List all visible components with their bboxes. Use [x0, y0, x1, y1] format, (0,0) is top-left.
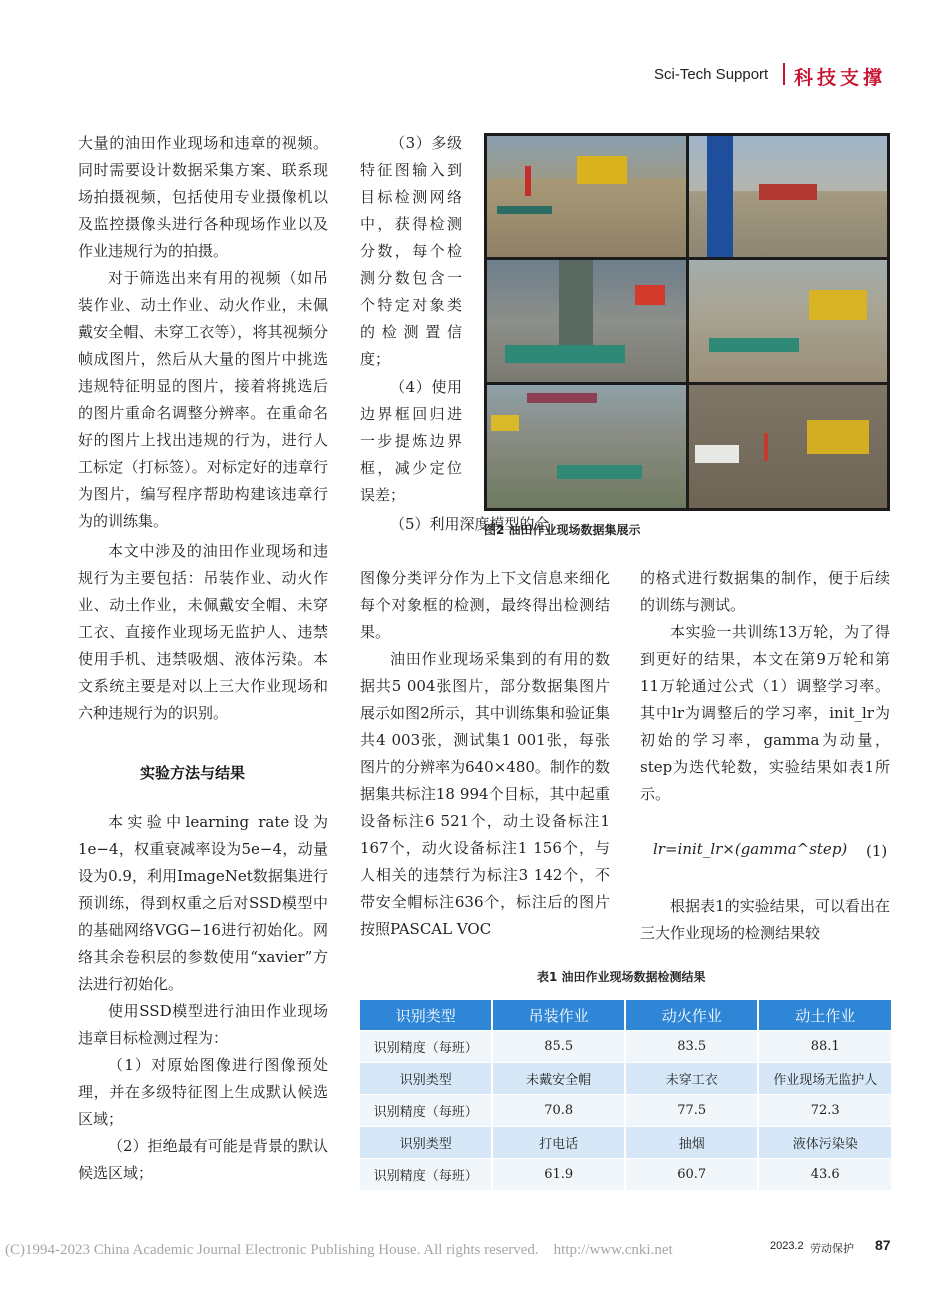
header-separator: [783, 63, 785, 85]
header-chinese-title: 科技支撑: [794, 67, 887, 89]
table-cell: 识别类型: [360, 1127, 492, 1159]
col1-paragraph-2: 对于筛选出来有用的视频（如吊装作业、动土作业、动火作业，未佩戴安全帽、未穿工衣等），将其视频分帧成图片，然后从大量的图片中挑选违规特征明显的图片，接着将挑选后的图片重命名调整分辨率。在重命名好的图片上找出违规的行为，进行人工标定（打标签）。对标定好的违章行为图片，编写程序帮助构建该违章行为的训练集。: [78, 269, 328, 530]
table-cell: 72.3: [758, 1095, 891, 1127]
table-cell: 77.5: [625, 1095, 759, 1127]
footer-page-number: 87: [875, 1237, 891, 1253]
col2-paragraph-continued: 图像分类评分作为上下文信息来细化每个对象框的检测，最终得出检测结果。: [360, 569, 610, 641]
table-1-caption: 表1 油田作业现场数据检测结果: [537, 970, 706, 984]
table-1: [360, 1000, 891, 1191]
col3-paragraph-3: 根据表1的实验结果，可以看出在三大作业现场的检测结果较: [640, 897, 890, 942]
table-cell: 88.1: [758, 1031, 891, 1063]
copyright-watermark: (C)1994-2023 China Academic Journal Electronic Publishing House. All rights reserved. http://www.cnki.net: [5, 1242, 673, 1258]
table-cell: 未戴安全帽: [492, 1063, 625, 1095]
table-cell: 60.7: [625, 1159, 759, 1191]
table-cell: 作业现场无监护人: [758, 1063, 891, 1095]
table-cell: 识别精度（每班）: [360, 1031, 492, 1063]
table-row: [360, 1159, 891, 1191]
photo-excavator-wellhead: [487, 136, 686, 257]
table-cell: 抽烟: [625, 1127, 759, 1159]
col1-step-2: （2）拒绝最有可能是背景的默认候选区域；: [78, 1137, 328, 1182]
table-cell: 识别精度（每班）: [360, 1095, 492, 1127]
col2-paragraph-dataset: 油田作业现场采集到的有用的数据共5 004张图片，部分数据集图片展示如图2所示，其中训练集和验证集共4 003张，测试集1 001张，每张图片的分辨率为640×480。制作的数据集共标注18 994个目标，其中起重设备标注6 521个，动土设备标注1 167个，动火设备标注1 156个，与人相关的违禁行为标注3 142个，不带安全帽标注636个，标注后的图片按照PASCAL VOC: [360, 650, 610, 938]
table-row: [360, 1000, 891, 1031]
header-english-title: Sci-Tech Support: [654, 66, 769, 83]
table-cell: 83.5: [625, 1031, 759, 1063]
col3-paragraph-2: 本实验一共训练13万轮，为了得到更好的结果，本文在第9万轮和第11万轮通过公式（1）调整学习率。其中lr为调整后的学习率，init_lr为初始的学习率，gamma为动量，step为迭代轮数，实验结果如表1所示。: [640, 623, 890, 803]
col1-paragraph-5: 使用SSD模型进行油田作业现场违章目标检测过程为：: [78, 1002, 328, 1047]
col2-step-4: （4）使用边界框回归进一步提炼边界框，减少定位误差；: [360, 378, 462, 504]
table-row: [360, 1031, 891, 1063]
table-cell: 动土作业: [758, 1000, 891, 1031]
table-cell: 70.8: [492, 1095, 625, 1127]
col1-paragraph-3: 本文中涉及的油田作业现场和违规行为主要包括：吊装作业、动火作业、动土作业，未佩戴安全帽、未穿工衣、直接作业现场无监护人、违禁使用手机、违禁吸烟、液体污染。本文系统主要是对以上三大作业现场和六种违规行为的识别。: [78, 542, 328, 722]
table-cell: 识别精度（每班）: [360, 1159, 492, 1191]
col2-step-3: （3）多级特征图输入到目标检测网络中，获得检测分数，每个检测分数包含一个特定对象类的检测置信度；: [360, 134, 462, 368]
table-cell: 打电话: [492, 1127, 625, 1159]
section-heading: 实验方法与结果: [140, 764, 246, 782]
figure-2-caption: 图2 油田作业现场数据集展示: [484, 523, 641, 537]
table-cell: 识别类型: [360, 1063, 492, 1095]
col2-step-5-start: （5）利用深度模型的全: [390, 515, 550, 533]
table-cell: 动火作业: [625, 1000, 759, 1031]
col1-step-1: （1）对原始图像进行图像预处理，并在多级特征图上生成默认候选区域；: [78, 1056, 328, 1128]
col1-paragraph-1: 大量的油田作业现场和违章的视频。同时需要设计数据采集方案、联系现场拍摄视频，包括使用专业摄像机以及监控摄像头进行各种现场作业以及作业违规行为的拍摄。: [78, 134, 328, 260]
table-cell: 未穿工衣: [625, 1063, 759, 1095]
table-row: [360, 1063, 891, 1095]
footer-journal: 劳动保护: [810, 1243, 854, 1255]
footer-issue: 2023.2: [770, 1240, 804, 1252]
figure-2-photo-grid: [484, 133, 890, 511]
table-cell: 85.5: [492, 1031, 625, 1063]
table-row: [360, 1127, 891, 1159]
col3-paragraph-1: 的格式进行数据集的制作，便于后续的训练与测试。: [640, 569, 890, 614]
formula-1: lr=init_lr×(gamma^step): [653, 840, 848, 858]
table-cell: 吊装作业: [492, 1000, 625, 1031]
table-cell: 61.9: [492, 1159, 625, 1191]
table-cell: 液体污染染: [758, 1127, 891, 1159]
photo-drilling-rig-truck: [689, 136, 887, 257]
table-row: [360, 1095, 891, 1127]
table-cell: 43.6: [758, 1159, 891, 1191]
photo-excavator-wellsite: [689, 260, 887, 382]
formula-1-number: (1): [866, 842, 888, 860]
photo-pumpjack-bus: [487, 385, 686, 508]
photo-workover-rig: [487, 260, 686, 382]
col1-paragraph-4: 本实验中learning rate设为1e−4，权重衰减率设为5e−4，动量设为0.9，利用ImageNet数据集进行预训练，得到权重之后对SSD模型中的基础网络VGG−16进行初始化。网络其余卷积层的参数使用“xavier”方法进行初始化。: [78, 813, 328, 993]
photo-suv-excavator: [689, 385, 887, 508]
table-cell: 识别类型: [360, 1000, 492, 1031]
